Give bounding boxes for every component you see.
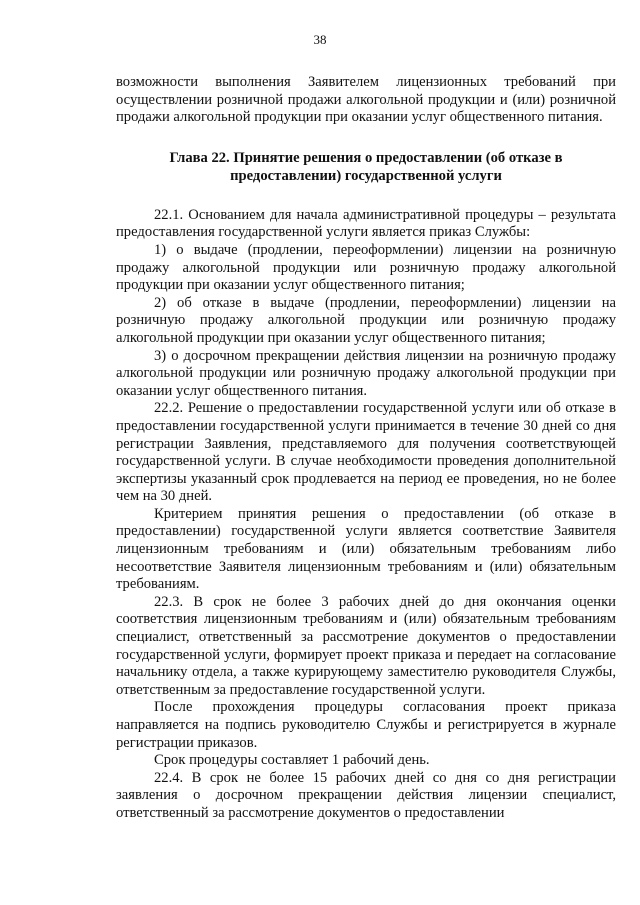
document-body <box>116 74 616 823</box>
list-item-3: 3) о досрочном прекращении действия лицензии на розничную продажу алкогольной продукции или розничную продажу алкогольной продукции при оказании услуг общественного питания. <box>116 347 616 399</box>
chapter-heading-line-1: Глава 22. Принятие решения о предоставлении (об отказе в <box>169 149 563 166</box>
paragraph-deadline: Срок процедуры составляет 1 рабочий день. <box>154 752 430 769</box>
chapter-heading <box>116 149 616 185</box>
paragraph-22-3: 22.3. В срок не более 3 рабочих дней до дня окончания оценки соответствия лицензионным требованиям и (или) обязательным требованиям специалист, ответственный за рассмотрение документов о предоставлении государственной услуги, формирует проект приказа и передает на согласование начальнику отдела, а также курирующему заместителю руководителя Службы, ответственным за предоставление государственной услуги. <box>116 593 616 698</box>
paragraph-criterion: Критерием принятия решения о предоставлении (об отказе в предоставлении) государственной услуги является соответствие Заявителя лицензионным требованиям и (или) обязательным требованиям либо несоответствие Заявителя лицензионным требованиям и (или) обязательным требованиям. <box>116 505 616 593</box>
chapter-heading-line-2: предоставлении) государственной услуги <box>230 167 502 184</box>
paragraph-22-2: 22.2. Решение о предоставлении государственной услуги или об отказе в предоставлении государственной услуги принимается в течение 30 дней со дня регистрации Заявления, представляемого для получения соответствующей государственной услуги. В случае необходимости проведения дополнительной экспертизы указанный срок продлевается на период ее проведения, но не более чем на 30 дней. <box>116 400 616 505</box>
paragraph-continuation: возможности выполнения Заявителем лицензионных требований при осуществлении розничной продажи алкогольной продукции и (или) розничной продажи алкогольной продукции при оказании услуг общественного питания. <box>116 74 616 126</box>
page-number: 38 <box>313 32 327 47</box>
list-item-2: 2) об отказе в выдаче (продлении, переоформлении) лицензии на розничную продажу алкогольной продукции или розничную продажу алкогольной продукции при оказании услуг общественного питания; <box>116 294 616 346</box>
paragraph-approval: После прохождения процедуры согласования проект приказа направляется на подпись руководителю Службы и регистрируется в журнале регистрации приказов. <box>116 699 616 751</box>
paragraph-22-4: 22.4. В срок не более 15 рабочих дней со дня со дня регистрации заявления о досрочном прекращении действия лицензии специалист, ответственный за рассмотрение документов о предоставлении <box>116 769 616 821</box>
paragraph-22-1: 22.1. Основанием для начала административной процедуры – результата предоставления государственной услуги является приказ Службы: <box>116 206 616 241</box>
list-item-1: 1) о выдаче (продлении, переоформлении) лицензии на розничную продажу алкогольной продукции или розничную продажу алкогольной продукции при оказании услуг общественного питания; <box>116 241 616 294</box>
